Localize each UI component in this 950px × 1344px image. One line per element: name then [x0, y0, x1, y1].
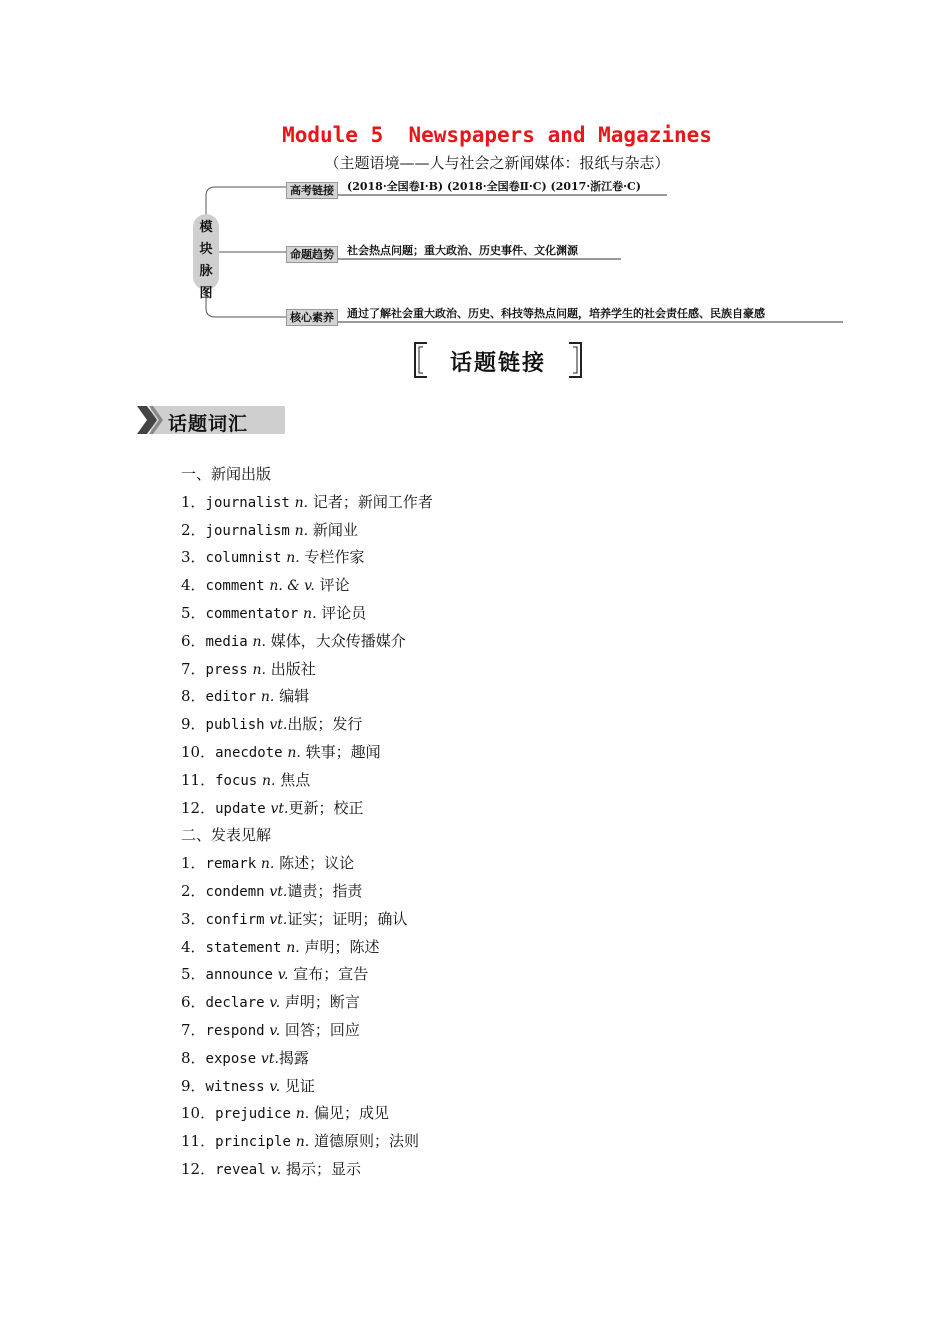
item-meaning: 记者；新闻工作者 [312, 492, 433, 511]
list-item [181, 989, 881, 1017]
mind-map-center-char: 模 [199, 220, 213, 235]
item-meaning: 轶事；趣闻 [305, 742, 381, 761]
list-item [181, 628, 881, 656]
list-item [181, 600, 881, 628]
item-word: condemn [205, 883, 265, 900]
item-number: 1． [181, 492, 206, 511]
item-pos: v. [269, 995, 281, 1012]
item-meaning: 专栏作家 [304, 548, 365, 567]
list-item [181, 1045, 881, 1073]
list-item [181, 767, 881, 795]
item-word: reveal [215, 1161, 266, 1178]
item-meaning: 焦点 [280, 770, 311, 789]
item-pos: n. [252, 633, 266, 650]
item-meaning: 评论员 [321, 603, 367, 622]
list-item [181, 1100, 881, 1128]
list-item [181, 850, 881, 878]
item-meaning: 更新；校正 [288, 798, 364, 817]
branch-tag-exam-links: 高考链接 [286, 182, 338, 199]
item-meaning: 道德原则；法则 [313, 1132, 419, 1151]
branch-text-core-literacy: 通过了解社会重大政治、历史、科技等热点问题，培养学生的社会责任感、民族自豪感 [347, 307, 765, 320]
list-item [181, 878, 881, 906]
item-number: 12． [181, 798, 216, 817]
item-meaning: 揭示；显示 [285, 1159, 361, 1178]
item-word: anecdote [215, 744, 283, 761]
item-word: editor [205, 689, 257, 706]
mind-map-center [193, 214, 219, 301]
section-heading: 二、发表见解 [181, 826, 272, 845]
item-word: declare [205, 995, 265, 1012]
item-number: 10． [181, 1104, 216, 1123]
item-number: 8． [181, 1048, 206, 1067]
item-meaning: 陈述；议论 [279, 854, 355, 873]
item-word: confirm [205, 911, 265, 928]
item-meaning: 评论 [319, 576, 350, 595]
item-word: commentator [205, 605, 299, 622]
item-number: 9． [181, 715, 206, 734]
item-word: update [215, 800, 266, 817]
vocabulary-list [181, 461, 881, 1184]
item-pos: n. [252, 661, 266, 678]
list-item [181, 683, 881, 711]
section-heading: 一、新闻出版 [181, 465, 272, 483]
item-word: remark [205, 856, 257, 873]
item-number: 5． [181, 603, 206, 622]
item-number: 2． [181, 520, 206, 539]
item-word: comment [205, 578, 265, 595]
item-pos: vt. [269, 717, 288, 734]
item-word: principle [215, 1134, 291, 1151]
item-pos: v. [269, 1078, 281, 1095]
item-number: 3． [181, 909, 206, 928]
item-meaning: 声明；陈述 [304, 937, 380, 956]
item-pos: v. [269, 1022, 281, 1039]
item-pos: vt. [260, 1050, 279, 1067]
item-number: 7． [181, 659, 206, 678]
branch-tag-core-literacy: 核心素养 [286, 309, 338, 326]
list-item [181, 739, 881, 767]
item-word: statement [205, 939, 282, 956]
item-meaning: 揭露 [278, 1048, 309, 1067]
list-item [181, 656, 881, 684]
item-meaning: 出版社 [270, 659, 316, 678]
item-meaning: 偏见；成见 [313, 1104, 389, 1123]
item-number: 2． [181, 881, 206, 900]
item-pos: v. [270, 1161, 282, 1178]
item-number: 6． [181, 631, 206, 650]
list-item [181, 934, 881, 962]
item-meaning: 见证 [284, 1076, 315, 1095]
list-item [181, 517, 881, 545]
branch-tag-trends: 命题趋势 [286, 246, 338, 263]
item-number: 3． [181, 548, 206, 567]
item-word: journalism [205, 522, 290, 539]
item-word: columnist [205, 550, 282, 567]
item-pos: vt. [270, 800, 289, 817]
mind-map-center-char: 图 [199, 286, 213, 301]
item-word: witness [205, 1078, 265, 1095]
branch-text-trends: 社会热点问题；重大政治、历史事件、文化渊源 [347, 244, 578, 257]
item-pos: n. [260, 689, 275, 706]
item-number: 8． [181, 687, 206, 706]
item-pos: n. [286, 550, 300, 567]
item-pos: n. [295, 1106, 310, 1123]
item-pos: n. [260, 856, 275, 873]
item-number: 6． [181, 993, 206, 1012]
item-number: 4． [181, 937, 206, 956]
item-pos: n. [303, 605, 317, 622]
list-item [181, 489, 881, 517]
banner-title: 话题链接 [449, 351, 546, 376]
item-meaning: 编辑 [279, 687, 310, 706]
item-pos: n. & v. [269, 578, 315, 595]
item-word: respond [205, 1022, 265, 1039]
mind-map-center-char: 脉 [199, 264, 213, 279]
list-item [181, 1128, 881, 1156]
item-pos: n. [294, 522, 309, 539]
item-word: expose [205, 1050, 257, 1067]
item-number: 10． [181, 742, 216, 761]
section-tag-vocabulary [137, 406, 285, 434]
item-pos: v. [277, 967, 289, 984]
item-word: announce [205, 967, 273, 984]
item-pos: vt. [269, 911, 288, 928]
page-subtitle: （主题语境——人与社会之新闻媒体：报纸与杂志） [324, 154, 670, 172]
list-item [181, 1017, 881, 1045]
list-item [181, 711, 881, 739]
item-meaning: 谴责；指责 [287, 881, 363, 900]
item-meaning: 媒体，大众传播媒介 [270, 631, 406, 650]
item-number: 11． [181, 1132, 216, 1151]
section-tag-label: 话题词汇 [168, 413, 249, 435]
list-item [181, 906, 881, 934]
item-pos: n. [286, 939, 300, 956]
item-number: 5． [181, 965, 206, 984]
list-item [181, 1156, 881, 1184]
item-number: 4． [181, 576, 206, 595]
item-number: 12． [181, 1159, 216, 1178]
item-number: 9． [181, 1076, 206, 1095]
page-title: Module 5 Newspapers and Magazines [282, 123, 712, 147]
item-word: journalist [205, 494, 290, 511]
item-meaning: 宣布；宣告 [293, 965, 369, 984]
mind-map-connectors [0, 0, 950, 340]
item-word: media [205, 633, 248, 650]
module-mind-map [0, 0, 950, 340]
branch-text-exam-links: (2018·全国卷Ⅰ·B) (2018·全国卷Ⅱ·C) (2017·浙江卷·C) [347, 180, 641, 193]
item-word: press [205, 661, 248, 678]
item-word: focus [215, 772, 258, 789]
item-number: 11． [181, 770, 216, 789]
item-meaning: 证实；证明；确认 [287, 909, 408, 928]
list-item [181, 572, 881, 600]
list-item [181, 544, 881, 572]
item-number: 1． [181, 854, 206, 873]
mind-map-center-char: 块 [199, 242, 213, 257]
topic-link-banner [413, 341, 583, 379]
item-word: publish [205, 717, 265, 734]
item-word: prejudice [215, 1106, 291, 1123]
item-meaning: 出版；发行 [287, 715, 363, 734]
item-meaning: 回答；回应 [284, 1020, 360, 1039]
item-meaning: 声明；断言 [284, 993, 360, 1012]
list-item [181, 961, 881, 989]
item-number: 7． [181, 1020, 206, 1039]
list-item [181, 795, 881, 823]
item-pos: n. [295, 1134, 310, 1151]
item-meaning: 新闻业 [312, 520, 358, 539]
item-pos: n. [262, 772, 276, 789]
list-item [181, 1073, 881, 1101]
item-pos: n. [287, 744, 301, 761]
item-pos: vt. [269, 883, 288, 900]
item-pos: n. [294, 494, 309, 511]
